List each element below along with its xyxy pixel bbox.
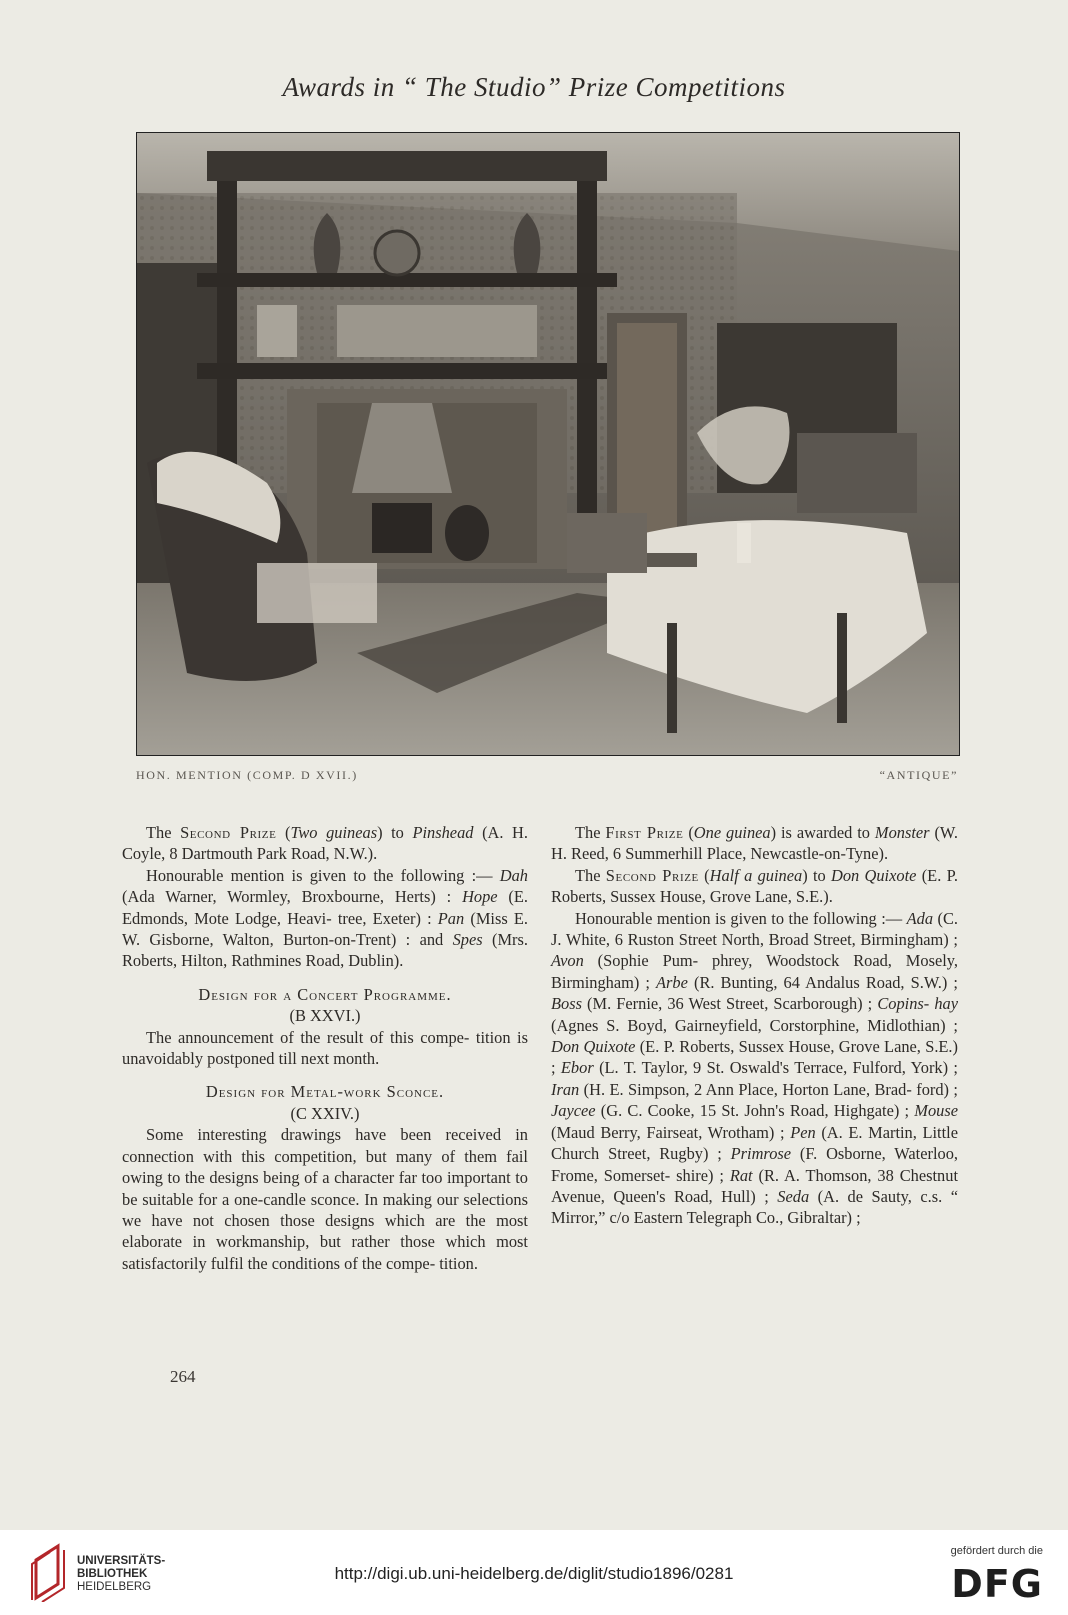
italic-entry-name: Primrose xyxy=(730,1144,792,1164)
photo-caption-right: “ANTIQUE” xyxy=(879,768,958,782)
text-run: ) is awarded to xyxy=(770,823,875,842)
text-run: ) to xyxy=(802,865,831,885)
library-line-2: BIBLIOTHEK xyxy=(77,1568,148,1580)
italic-entry-name: Don Quixote xyxy=(551,1037,636,1057)
right-paragraph-first-prize xyxy=(551,822,958,865)
text-run: (A. E. Martin, Little Church Street, Rugby) ; xyxy=(551,1122,958,1164)
italic-entry-name: Jaycee xyxy=(551,1101,596,1121)
left-paragraph-postponed: The announcement of the result of this compe- tition is unavoidably postponed till next month. xyxy=(122,1027,528,1069)
text-run: (C. J. White, 6 Ruston Street North, Broad Street, Birmingham) ; xyxy=(551,908,958,950)
text-run: (G. C. Cooke, 15 St. John's Road, Highgate) ; xyxy=(595,1101,915,1121)
sponsor-note: gefördert durch die xyxy=(950,1545,1043,1557)
text-run: (H. E. Simpson, 2 Ann Place, Horton Lane, Brad- ford) ; xyxy=(579,1079,958,1099)
footer-bar xyxy=(0,1530,1068,1615)
text-run: (Maud Berry, Fairseat, Wrotham) ; xyxy=(551,1122,791,1142)
italic-entry-name: Ada xyxy=(906,908,934,928)
italic-entry-name: Dah xyxy=(499,865,528,885)
text-run: (Agnes S. Boyd, Gairneyfield, Corstorphine, Midlothian) ; xyxy=(551,1015,958,1035)
text-run: (E. Edmonds, Mote Lodge, Heavi- tree, Exeter) : xyxy=(122,887,528,928)
text-run: (M. Fernie, 36 West Street, Scarborough) ; xyxy=(581,994,878,1014)
italic-entry-name: Monster xyxy=(874,823,930,842)
source-url-link[interactable]: http://digi.ub.uni-heidelberg.de/diglit/studio1896/0281 xyxy=(334,1564,734,1583)
section-title-concert-programme: Design for a Concert Programme. xyxy=(198,984,452,1004)
italic-entry-name: Seda xyxy=(777,1186,810,1206)
left-column xyxy=(122,822,528,1274)
text-run: The xyxy=(575,865,606,885)
prize-label: First Prize xyxy=(605,823,684,842)
italic-entry-name: Iran xyxy=(551,1079,580,1099)
dfg-logo: DFG xyxy=(951,1562,1043,1606)
italic-entry-name: Pinshead xyxy=(412,823,474,842)
italic-entry-name: Rat xyxy=(729,1165,753,1185)
italic-entry-name: Avon xyxy=(551,951,584,971)
text-run: ( xyxy=(698,865,710,885)
italic-entry-name: Arbe xyxy=(656,972,688,992)
text-run: ( xyxy=(276,823,291,842)
italic-entry-name: Half a guinea xyxy=(709,865,803,885)
text-run: ( xyxy=(683,823,694,842)
text-run: The xyxy=(575,823,606,842)
running-head: Awards in “ The Studio” Prize Competitions xyxy=(282,72,786,102)
italic-entry-name: Mouse xyxy=(914,1101,958,1121)
page-number: 264 xyxy=(170,1367,196,1386)
text-run: Honourable mention is given to the following :— xyxy=(575,908,907,928)
text-run: ) to xyxy=(377,823,413,842)
text-run: (E. P. Roberts, Sussex House, Grove Lane, S.E.) ; xyxy=(551,1037,958,1078)
text-run: (Ada Warner, Wormley, Broxbourne, Herts) : xyxy=(122,887,463,907)
italic-entry-name: Two guineas xyxy=(290,823,378,842)
italic-entry-name: Boss xyxy=(551,994,582,1014)
italic-entry-name: Don Quixote xyxy=(831,865,917,885)
italic-entry-name: Copins- hay xyxy=(877,994,958,1014)
library-line-1: UNIVERSITÄTS- xyxy=(77,1555,166,1567)
left-paragraph-second-prize xyxy=(122,822,528,865)
text-run: (R. A. Thomson, 38 Chestnut Avenue, Queen's Road, Hull) ; xyxy=(551,1165,958,1206)
photo-caption-left: HON. MENTION (COMP. D XVII.) xyxy=(136,768,358,782)
interior-photograph xyxy=(136,132,960,756)
italic-entry-name: Spes xyxy=(452,930,483,950)
italic-entry-name: Pan xyxy=(437,908,465,928)
section-code-c-xxiv: (C XXIV.) xyxy=(290,1103,360,1123)
right-paragraph-honourable-mention xyxy=(551,908,958,1229)
text-run: The xyxy=(146,823,181,842)
prize-label: Second Prize xyxy=(180,823,277,842)
right-paragraph-second-prize xyxy=(551,865,958,908)
photograph-illustration xyxy=(137,133,959,755)
section-title-metal-work-sconce: Design for Metal-work Sconce. xyxy=(205,1082,445,1102)
text-run: (E. P. Roberts, Sussex House, Grove Lane, S.E.). xyxy=(551,865,958,907)
text-run: (F. Osborne, Waterloo, Frome, Somerset- shire) ; xyxy=(551,1144,958,1185)
text-run: (A. de Sauty, c.s. “ Mirror,” c/o Eastern Telegraph Co., Gibraltar) ; xyxy=(551,1186,958,1228)
text-run: (W. H. Reed, 6 Summerhill Place, Newcastle-on-Tyne). xyxy=(551,823,958,864)
left-paragraph-sconce: Some interesting drawings have been received in connection with this competition, but many of them fail owing to the designs being of a character far too important to be suitable for a one-candle sconce. In making our selections we have not chosen those designs which are the most elaborate in workmanship, but rather those which most satisfactorily fulfil the conditions of the compe- tition. xyxy=(122,1125,528,1273)
italic-entry-name: Ebor xyxy=(560,1058,594,1078)
text-run: (Sophie Pum- phrey, Woodstock Road, Mosely, Birmingham) ; xyxy=(551,951,958,992)
text-run: (L. T. Taylor, 9 St. Oswald's Terrace, Fulford, York) ; xyxy=(593,1058,958,1078)
text-run: (A. H. Coyle, 8 Dartmouth Park Road, N.W.). xyxy=(122,823,528,864)
prize-label: Second Prize xyxy=(605,865,699,885)
library-line-3: HEIDELBERG xyxy=(77,1581,152,1593)
italic-entry-name: Pen xyxy=(790,1122,816,1142)
text-run: Honourable mention is given to the following :— xyxy=(146,865,500,885)
text-run: (Miss E. W. Gisborne, Walton, Burton-on-Trent) : and xyxy=(122,908,528,950)
italic-entry-name: One guinea xyxy=(693,823,771,842)
italic-entry-name: Hope xyxy=(462,887,498,907)
text-run: (R. Bunting, 64 Andalus Road, S.W.) ; xyxy=(687,972,958,992)
right-column xyxy=(551,822,958,1229)
left-paragraph-honourable-mention xyxy=(122,865,528,972)
text-run: (Mrs. Roberts, Hilton, Rathmines Road, Dublin). xyxy=(122,930,528,971)
section-code-b-xxvi: (B XXVI.) xyxy=(289,1006,361,1026)
